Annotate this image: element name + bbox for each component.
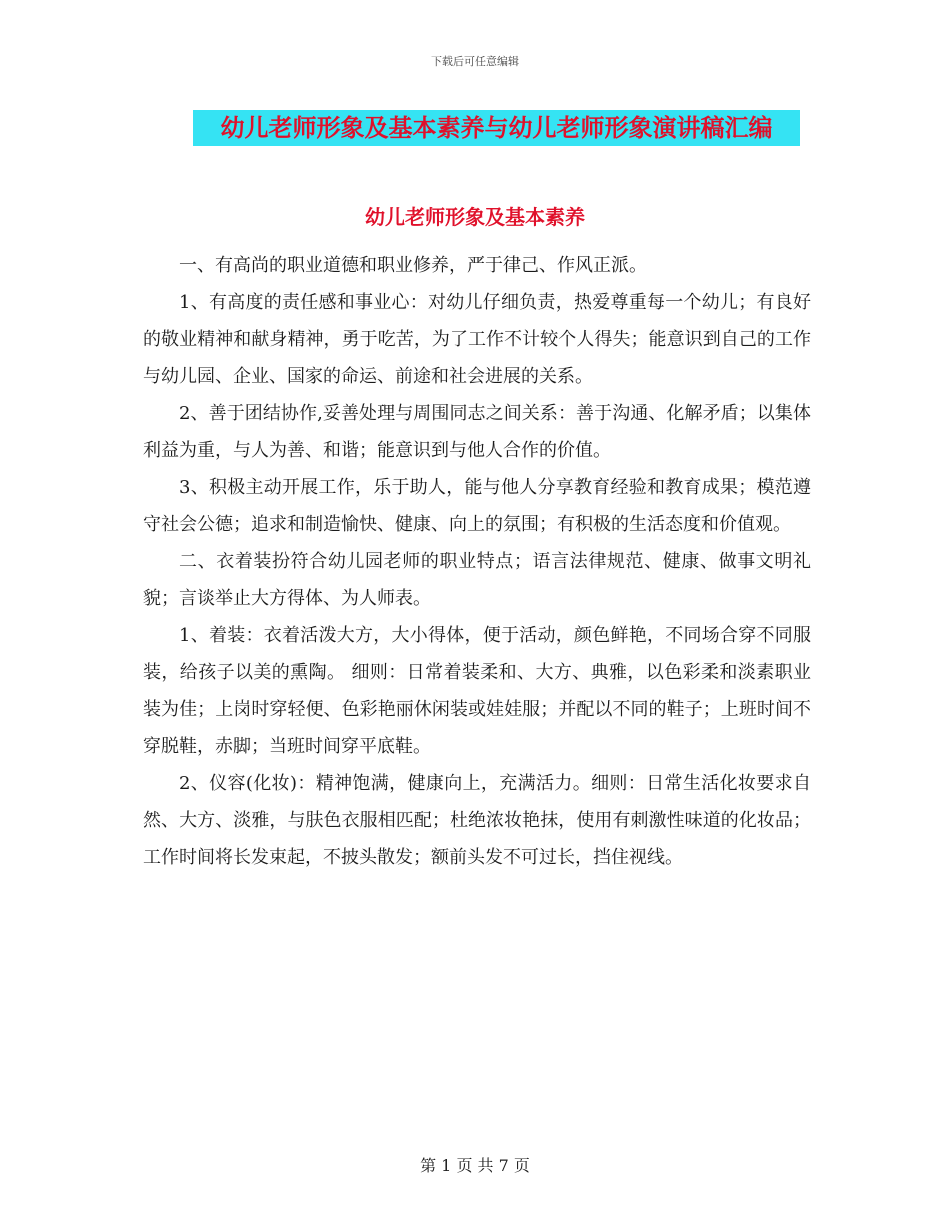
paragraph: 2、仪容(化妆)：精神饱满，健康向上，充满活力。细则：日常生活化妆要求自然、大方、淡雅，与肤色衣服相匹配；杜绝浓妆艳抹，使用有刺激性味道的化妆品；工作时间将长发束起，不披头散发；额前头发不可过长，挡住视线。 (143, 773, 811, 868)
paragraph: 2、善于团结协作,妥善处理与周围同志之间关系：善于沟通、化解矛盾；以集体利益为重，与人为善、和谐；能意识到与他人合作的价值。 (143, 403, 811, 461)
header-note: 下载后可任意编辑 (431, 55, 519, 68)
section-title: 幼儿老师形象及基本素养 (365, 205, 585, 229)
page-number: 第 1 页 共 7 页 (420, 1156, 530, 1175)
paragraph: 一、有高尚的职业道德和职业修养，严于律己、作风正派。 (179, 255, 647, 276)
document-body (143, 247, 811, 876)
paragraph: 1、有高度的责任感和事业心：对幼儿仔细负责，热爱尊重每一个幼儿；有良好的敬业精神和献身精神，勇于吃苦，为了工作不计较个人得失；能意识到自己的工作与幼儿园、企业、国家的命运、前途和社会进展的关系。 (143, 292, 811, 387)
paragraph: 二、衣着装扮符合幼儿园老师的职业特点；语言法律规范、健康、做事文明礼貌；言谈举止大方得体、为人师表。 (143, 551, 811, 609)
document-title: 幼儿老师形象及基本素养与幼儿老师形象演讲稿汇编 (193, 110, 800, 146)
paragraph: 3、积极主动开展工作，乐于助人，能与他人分享教育经验和教育成果；模范遵守社会公德；追求和制造愉快、健康、向上的氛围；有积极的生活态度和价值观。 (143, 477, 811, 535)
paragraph: 1、着装：衣着活泼大方，大小得体，便于活动，颜色鲜艳，不同场合穿不同服装，给孩子以美的熏陶。 细则：日常着装柔和、大方、典雅，以色彩柔和淡素职业装为佳；上岗时穿轻便、色彩艳丽休闲装或娃娃服；并配以不同的鞋子；上班时间不穿脱鞋，赤脚；当班时间穿平底鞋。 (143, 625, 811, 757)
